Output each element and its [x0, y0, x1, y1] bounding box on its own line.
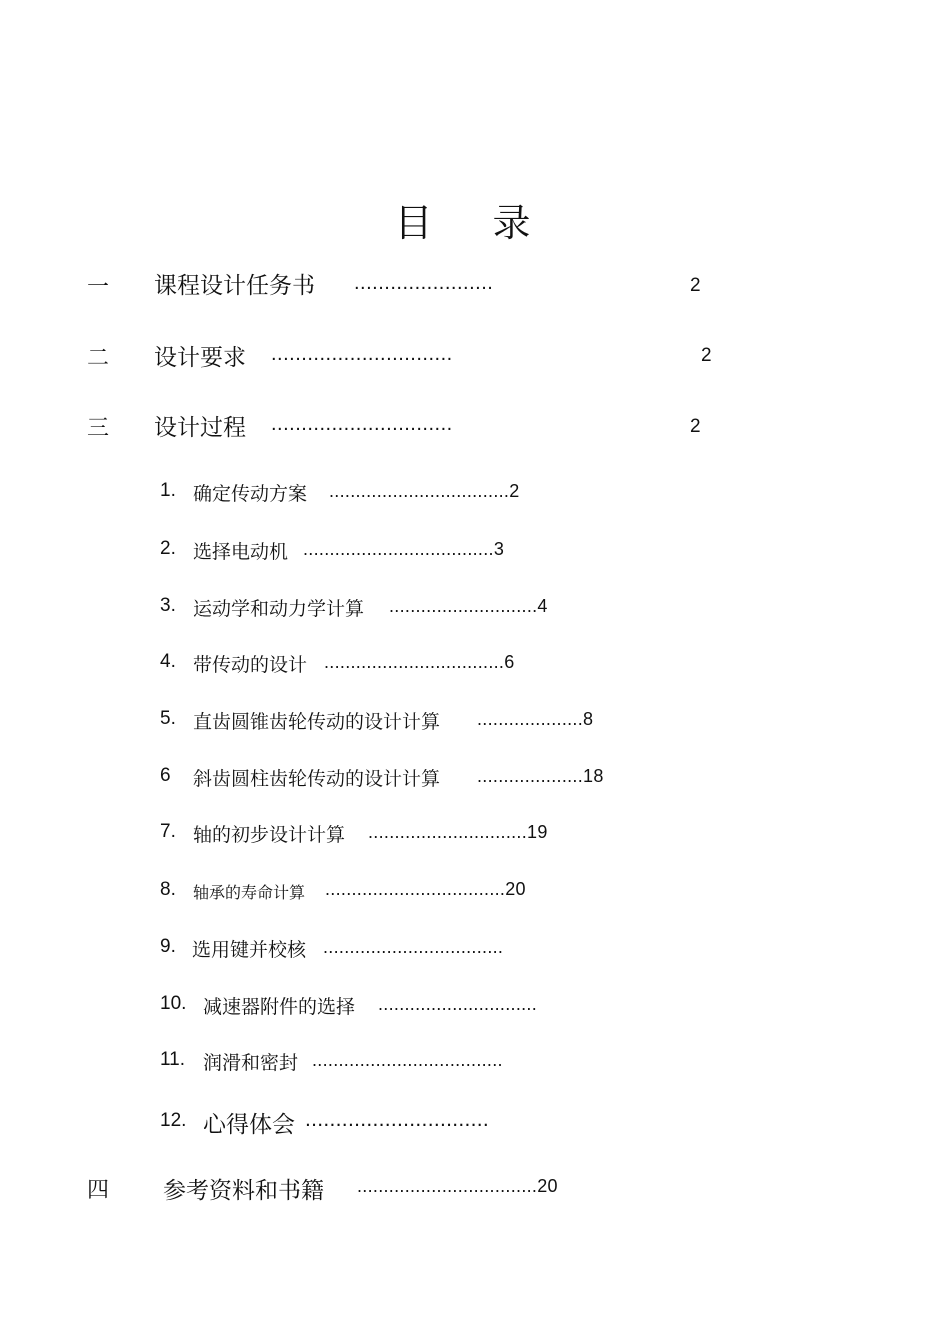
item-leader: ....................................3 — [303, 539, 505, 559]
item-text: 直齿圆锥齿轮传动的设计计算 — [193, 711, 441, 733]
heading-text: 课程设计任务书 — [154, 273, 315, 299]
item-leader: ............................4 — [389, 596, 548, 616]
item-text: 减速器附件的选择 — [203, 996, 356, 1018]
item-text: 斜齿圆柱齿轮传动的设计计算 — [193, 768, 441, 790]
item-text: 运动学和动力学计算 — [193, 598, 365, 620]
item-text: 轴承的寿命计算 — [193, 883, 306, 902]
item-leader: ....................18 — [477, 766, 604, 786]
toc-title: 目录 — [394, 201, 591, 245]
item-number: 2. — [160, 538, 176, 559]
item-number: 9. — [160, 936, 176, 957]
item-number: 4. — [160, 651, 176, 672]
item-number: 5. — [160, 708, 176, 729]
heading-number: 二 — [87, 346, 110, 371]
heading-leader: .............................. — [271, 343, 453, 365]
item-number: 6 — [160, 765, 171, 786]
item-number: 3. — [160, 595, 176, 616]
item-leader: ..................................2 — [329, 481, 520, 501]
heading-text: 设计过程 — [154, 415, 246, 441]
item-number: 11. — [160, 1049, 186, 1070]
heading-number: 四 — [87, 1178, 110, 1203]
item-text: 确定传动方案 — [193, 483, 308, 505]
heading-page: 2 — [690, 275, 701, 296]
item-number: 12. — [160, 1110, 187, 1131]
item-number: 7. — [160, 821, 176, 842]
item-text: 选用键并校核 — [192, 939, 307, 961]
heading-page: 2 — [701, 345, 712, 366]
item-number: 8. — [160, 879, 176, 900]
item-number: 10. — [160, 993, 187, 1014]
item-leader: ..............................19 — [368, 822, 548, 842]
item-leader: ..................................6 — [324, 652, 515, 672]
heading-number: 一 — [87, 275, 110, 300]
heading-text: 设计要求 — [154, 345, 246, 371]
item-leader: .............................. — [305, 1108, 490, 1131]
heading-page: 2 — [690, 416, 701, 437]
item-leader: ....................8 — [477, 709, 594, 729]
item-text: 选择电动机 — [193, 541, 289, 563]
heading-text: 参考资料和书籍 — [163, 1178, 324, 1204]
heading-leader: ..................................20 — [357, 1176, 558, 1196]
heading-number: 三 — [87, 416, 110, 441]
item-leader: .................................. — [323, 937, 504, 957]
item-text: 润滑和密封 — [203, 1052, 299, 1074]
item-leader: ..................................20 — [325, 879, 526, 899]
item-text: 心得体会 — [203, 1112, 295, 1138]
heading-leader: ....................... — [354, 272, 494, 294]
item-number: 1. — [160, 480, 176, 501]
heading-leader: .............................. — [271, 413, 453, 435]
item-text: 带传动的设计 — [193, 654, 308, 676]
item-text: 轴的初步设计计算 — [193, 824, 346, 846]
item-leader: .............................. — [378, 994, 538, 1014]
item-leader: .................................... — [312, 1050, 503, 1070]
